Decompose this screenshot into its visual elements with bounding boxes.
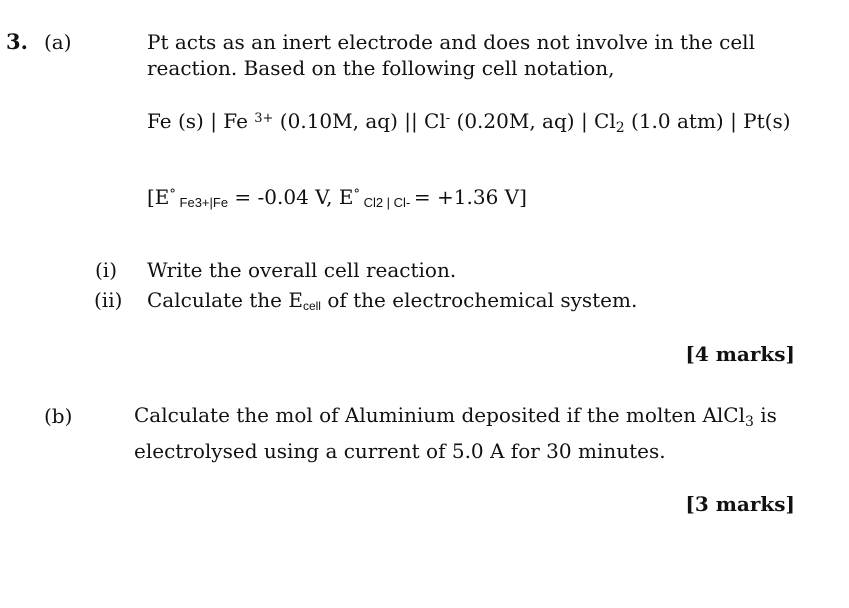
part-b-line1-post: is <box>753 403 777 427</box>
part-b-label: (b) <box>44 404 73 428</box>
cell-notation <box>147 106 791 141</box>
degree-symbol-1: ° <box>169 187 176 202</box>
cl-potential-value: = +1.36 V] <box>413 185 527 209</box>
cell-notation-part1: Fe (s) | Fe <box>147 109 255 133</box>
sub-question-i-text: Write the overall cell reaction. <box>147 258 457 282</box>
sub-question-ii-text <box>147 287 637 319</box>
part-b-line1 <box>134 402 777 435</box>
sub-question-ii-label: (ii) <box>94 288 123 312</box>
part-a-marks: [4 marks] <box>685 342 795 366</box>
sub-question-ii-pre: Calculate the E <box>147 288 303 312</box>
part-b-line1-pre: Calculate the mol of Aluminium deposited if the molten AlCl <box>134 403 745 427</box>
fe-couple-label: Fe3+|Fe <box>175 195 229 210</box>
cell-notation-part3: (0.20M, aq) | Cl <box>450 109 616 133</box>
part-a-label: (a) <box>44 30 72 54</box>
standard-potentials <box>147 182 527 216</box>
cl2-subscript: 2 <box>615 120 625 136</box>
cell-notation-part2: (0.10M, aq) || Cl <box>273 109 446 133</box>
part-a-intro-line1: Pt acts as an inert electrode and does not involve in the cell <box>147 30 755 54</box>
potentials-open: [E <box>147 185 170 209</box>
sub-question-i-label: (i) <box>95 258 118 282</box>
fe-charge: 3+ <box>254 111 274 126</box>
degree-symbol-2: ° <box>353 187 360 202</box>
cl-charge: - <box>445 111 451 126</box>
part-b-marks: [3 marks] <box>685 492 795 516</box>
part-b-line2: electrolysed using a current of 5.0 A for 30 minutes. <box>134 439 666 463</box>
question-number: 3. <box>6 29 28 54</box>
part-a-intro-line2: reaction. Based on the following cell notation, <box>147 56 615 80</box>
cl-couple-label: Cl2 | Cl- <box>359 195 414 210</box>
alcl3-subscript: 3 <box>745 414 754 430</box>
cell-notation-part4: (1.0 atm) | Pt(s) <box>624 109 791 133</box>
ecell-subscript: cell <box>302 299 321 313</box>
sub-question-ii-post: of the electrochemical system. <box>320 288 638 312</box>
fe-potential-value: = -0.04 V, E <box>228 185 354 209</box>
